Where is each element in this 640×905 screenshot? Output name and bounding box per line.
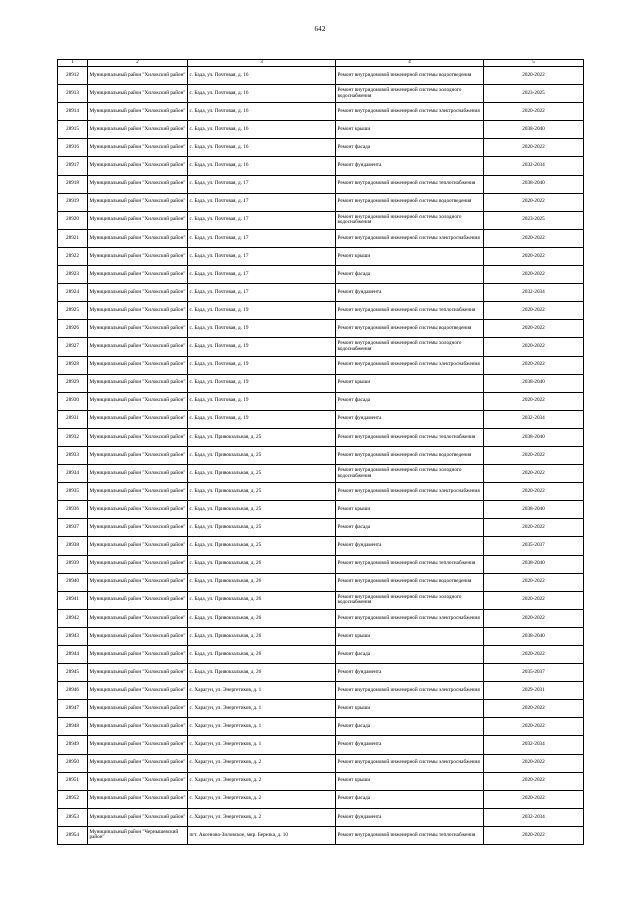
- address-cell: с. Бада, ул. Почтовая, д. 17: [188, 175, 336, 193]
- address-cell: с. Бада, ул. Почтовая, д. 17: [188, 247, 336, 265]
- row-number: 28943: [58, 627, 88, 645]
- period-cell: 2035-2037: [484, 664, 584, 682]
- table-row: [58, 790, 584, 808]
- work-type-cell: Ремонт крыши: [336, 627, 484, 645]
- district-cell: Муниципальный район "Хилокский район": [88, 175, 188, 193]
- period-cell: 2032-2034: [484, 410, 584, 428]
- row-number: 28940: [58, 573, 88, 591]
- table-row: [58, 591, 584, 609]
- row-number: 28915: [58, 121, 88, 139]
- work-type-cell: Ремонт фасада: [336, 790, 484, 808]
- period-cell: 2032-2034: [484, 284, 584, 302]
- row-number: 28924: [58, 284, 88, 302]
- row-number: 28936: [58, 501, 88, 519]
- district-cell: Муниципальный район "Хилокский район": [88, 591, 188, 609]
- row-number: 28928: [58, 356, 88, 374]
- district-cell: Муниципальный район "Хилокский район": [88, 446, 188, 464]
- period-cell: 2023-2025: [484, 85, 584, 103]
- district-cell: Муниципальный район "Хилокский район": [88, 483, 188, 501]
- table-row: [58, 573, 584, 591]
- page-number: 642: [314, 25, 326, 33]
- period-cell: 2020-2022: [484, 320, 584, 338]
- row-number: 28931: [58, 410, 88, 428]
- row-number: 28949: [58, 736, 88, 754]
- address-cell: с. Бада, ул. Привокзальная, д. 26: [188, 627, 336, 645]
- address-cell: с. Бада, ул. Привокзальная, д. 26: [188, 646, 336, 664]
- district-cell: Муниципальный район "Хилокский район": [88, 356, 188, 374]
- row-number: 28929: [58, 374, 88, 392]
- work-type-cell: Ремонт внутридомовой инженерной системы теплоснабжения: [336, 175, 484, 193]
- period-cell: 2020-2022: [484, 790, 584, 808]
- period-cell: 2020-2022: [484, 139, 584, 157]
- work-type-cell: Ремонт фасада: [336, 718, 484, 736]
- row-number: 28946: [58, 682, 88, 700]
- work-type-cell: Ремонт фундамента: [336, 664, 484, 682]
- period-cell: 2020-2022: [484, 446, 584, 464]
- table-row: [58, 338, 584, 356]
- table-row: [58, 718, 584, 736]
- address-cell: с. Харагун, ул. Энергетиков, д. 2: [188, 754, 336, 772]
- table-row: [58, 483, 584, 501]
- table-row: [58, 609, 584, 627]
- table-row: [58, 302, 584, 320]
- table-row: [58, 157, 584, 175]
- row-number: 28937: [58, 519, 88, 537]
- work-type-cell: Ремонт внутридомовой инженерной системы электроснабжения: [336, 356, 484, 374]
- row-number: 28923: [58, 266, 88, 284]
- period-cell: 2020-2022: [484, 229, 584, 247]
- address-cell: с. Бада, ул. Почтовая, д. 19: [188, 320, 336, 338]
- district-cell: Муниципальный район "Хилокский район": [88, 808, 188, 826]
- row-number: 28950: [58, 754, 88, 772]
- district-cell: Муниципальный район "Хилокский район": [88, 139, 188, 157]
- address-cell: с. Харагун, ул. Энергетиков, д. 1: [188, 736, 336, 754]
- row-number: 28944: [58, 646, 88, 664]
- work-type-cell: Ремонт внутридомовой инженерной системы водоотведения: [336, 320, 484, 338]
- table-row: [58, 356, 584, 374]
- district-cell: Муниципальный район "Хилокский район": [88, 320, 188, 338]
- address-cell: с. Бада, ул. Почтовая, д. 16: [188, 121, 336, 139]
- address-cell: с. Харагун, ул. Энергетиков, д. 1: [188, 682, 336, 700]
- table-row: [58, 537, 584, 555]
- district-cell: Муниципальный район "Хилокский район": [88, 555, 188, 573]
- address-cell: с. Бада, ул. Почтовая, д. 16: [188, 103, 336, 121]
- work-type-cell: Ремонт фасада: [336, 392, 484, 410]
- address-cell: с. Бада, ул. Почтовая, д. 17: [188, 284, 336, 302]
- work-type-cell: Ремонт внутридомовой инженерной системы водоотведения: [336, 67, 484, 85]
- address-cell: пгт. Аксеново-Зиловское, мкр. Березка, д. 10: [188, 826, 336, 844]
- work-type-cell: Ремонт внутридомовой инженерной системы холодного водоснабжения: [336, 465, 484, 483]
- table-row: [58, 627, 584, 645]
- district-cell: Муниципальный район "Хилокский район": [88, 609, 188, 627]
- address-cell: с. Бада, ул. Почтовая, д. 19: [188, 338, 336, 356]
- table-row: [58, 808, 584, 826]
- work-type-cell: Ремонт внутридомовой инженерной системы электроснабжения: [336, 103, 484, 121]
- table-row: [58, 646, 584, 664]
- work-type-cell: Ремонт внутридомовой инженерной системы холодного водоснабжения: [336, 591, 484, 609]
- work-type-cell: Ремонт внутридомовой инженерной системы холодного водоснабжения: [336, 85, 484, 103]
- table-row: [58, 85, 584, 103]
- work-type-cell: Ремонт внутридомовой инженерной системы водоотведения: [336, 193, 484, 211]
- district-cell: Муниципальный район "Хилокский район": [88, 67, 188, 85]
- period-cell: 2038-2040: [484, 121, 584, 139]
- address-cell: с. Бада, ул. Привокзальная, д. 25: [188, 465, 336, 483]
- period-cell: 2020-2022: [484, 718, 584, 736]
- table-row: [58, 736, 584, 754]
- address-cell: с. Бада, ул. Привокзальная, д. 25: [188, 446, 336, 464]
- address-cell: с. Бада, ул. Привокзальная, д. 26: [188, 555, 336, 573]
- row-number: 28912: [58, 67, 88, 85]
- table-row: [58, 175, 584, 193]
- period-cell: 2020-2022: [484, 573, 584, 591]
- row-number: 28922: [58, 247, 88, 265]
- district-cell: Муниципальный район "Чернышевский район": [88, 826, 188, 844]
- period-cell: 2032-2034: [484, 736, 584, 754]
- column-number-4: 4: [336, 60, 484, 67]
- work-type-cell: Ремонт фундамента: [336, 736, 484, 754]
- row-number: 28939: [58, 555, 88, 573]
- address-cell: с. Бада, ул. Почтовая, д. 16: [188, 85, 336, 103]
- period-cell: 2020-2022: [484, 356, 584, 374]
- row-number: 28954: [58, 826, 88, 844]
- table-row: [58, 772, 584, 790]
- period-cell: 2038-2040: [484, 175, 584, 193]
- row-number: 28917: [58, 157, 88, 175]
- row-number: 28914: [58, 103, 88, 121]
- district-cell: Муниципальный район "Хилокский район": [88, 573, 188, 591]
- district-cell: Муниципальный район "Хилокский район": [88, 428, 188, 446]
- district-cell: Муниципальный район "Хилокский район": [88, 718, 188, 736]
- work-type-cell: Ремонт фундамента: [336, 157, 484, 175]
- address-cell: с. Бада, ул. Почтовая, д. 19: [188, 374, 336, 392]
- row-number: 28938: [58, 537, 88, 555]
- work-type-cell: Ремонт внутридомовой инженерной системы холодного водоснабжения: [336, 211, 484, 229]
- row-number: 28941: [58, 591, 88, 609]
- column-number-3: 3: [188, 60, 336, 67]
- district-cell: Муниципальный район "Хилокский район": [88, 410, 188, 428]
- address-cell: с. Бада, ул. Почтовая, д. 17: [188, 211, 336, 229]
- district-cell: Муниципальный район "Хилокский район": [88, 519, 188, 537]
- address-cell: с. Бада, ул. Почтовая, д. 17: [188, 229, 336, 247]
- period-cell: 2020-2022: [484, 302, 584, 320]
- table-row: [58, 121, 584, 139]
- work-type-cell: Ремонт внутридомовой инженерной системы теплоснабжения: [336, 826, 484, 844]
- work-type-cell: Ремонт крыши: [336, 501, 484, 519]
- work-type-cell: Ремонт внутридомовой инженерной системы электроснабжения: [336, 483, 484, 501]
- period-cell: 2020-2022: [484, 67, 584, 85]
- address-cell: с. Бада, ул. Привокзальная, д. 26: [188, 664, 336, 682]
- district-cell: Муниципальный район "Хилокский район": [88, 247, 188, 265]
- table-row: [58, 139, 584, 157]
- district-cell: Муниципальный район "Хилокский район": [88, 157, 188, 175]
- address-cell: с. Харагун, ул. Энергетиков, д. 2: [188, 808, 336, 826]
- table-row: [58, 103, 584, 121]
- district-cell: Муниципальный район "Хилокский район": [88, 85, 188, 103]
- row-number: 28920: [58, 211, 88, 229]
- work-type-cell: Ремонт внутридомовой инженерной системы водоотведения: [336, 446, 484, 464]
- table-row: [58, 211, 584, 229]
- table-row: [58, 67, 584, 85]
- work-type-cell: Ремонт фундамента: [336, 410, 484, 428]
- period-cell: 2020-2022: [484, 826, 584, 844]
- table-body: [58, 67, 584, 845]
- district-cell: Муниципальный район "Хилокский район": [88, 229, 188, 247]
- table-row: [58, 754, 584, 772]
- row-number: 28951: [58, 772, 88, 790]
- work-type-cell: Ремонт крыши: [336, 772, 484, 790]
- row-number: 28945: [58, 664, 88, 682]
- column-number-5: 5: [484, 60, 584, 67]
- address-cell: с. Харагун, ул. Энергетиков, д. 1: [188, 718, 336, 736]
- row-number: 28930: [58, 392, 88, 410]
- work-type-cell: Ремонт фундамента: [336, 284, 484, 302]
- district-cell: Муниципальный район "Хилокский район": [88, 682, 188, 700]
- table-row: [58, 682, 584, 700]
- period-cell: 2020-2022: [484, 247, 584, 265]
- work-type-cell: Ремонт внутридомовой инженерной системы электроснабжения: [336, 609, 484, 627]
- address-cell: с. Бада, ул. Почтовая, д. 17: [188, 266, 336, 284]
- row-number: 28916: [58, 139, 88, 157]
- work-type-cell: Ремонт фундамента: [336, 808, 484, 826]
- address-cell: с. Бада, ул. Привокзальная, д. 26: [188, 573, 336, 591]
- row-number: 28927: [58, 338, 88, 356]
- district-cell: Муниципальный район "Хилокский район": [88, 302, 188, 320]
- district-cell: Муниципальный район "Хилокский район": [88, 537, 188, 555]
- district-cell: Муниципальный район "Хилокский район": [88, 754, 188, 772]
- row-number: 28918: [58, 175, 88, 193]
- district-cell: Муниципальный район "Хилокский район": [88, 646, 188, 664]
- address-cell: с. Бада, ул. Привокзальная, д. 26: [188, 609, 336, 627]
- period-cell: 2020-2022: [484, 772, 584, 790]
- address-cell: с. Харагун, ул. Энергетиков, д. 2: [188, 772, 336, 790]
- period-cell: 2038-2040: [484, 555, 584, 573]
- address-cell: с. Бада, ул. Почтовая, д. 19: [188, 392, 336, 410]
- district-cell: Муниципальный район "Хилокский район": [88, 736, 188, 754]
- address-cell: с. Бада, ул. Почтовая, д. 19: [188, 356, 336, 374]
- row-number: 28926: [58, 320, 88, 338]
- period-cell: 2020-2022: [484, 591, 584, 609]
- address-cell: с. Бада, ул. Привокзальная, д. 25: [188, 428, 336, 446]
- table-row: [58, 284, 584, 302]
- work-type-cell: Ремонт внутридомовой инженерной системы электроснабжения: [336, 754, 484, 772]
- table-row: [58, 392, 584, 410]
- work-type-cell: Ремонт внутридомовой инженерной системы водоотведения: [336, 573, 484, 591]
- period-cell: 2029-2031: [484, 682, 584, 700]
- table-row: [58, 266, 584, 284]
- district-cell: Муниципальный район "Хилокский район": [88, 465, 188, 483]
- address-cell: с. Харагун, ул. Энергетиков, д. 2: [188, 790, 336, 808]
- row-number: 28947: [58, 700, 88, 718]
- address-cell: с. Бада, ул. Почтовая, д. 17: [188, 193, 336, 211]
- table-row: [58, 446, 584, 464]
- row-number: 28921: [58, 229, 88, 247]
- table-row: [58, 229, 584, 247]
- address-cell: с. Бада, ул. Почтовая, д. 19: [188, 302, 336, 320]
- district-cell: Муниципальный район "Хилокский район": [88, 193, 188, 211]
- work-type-cell: Ремонт внутридомовой инженерной системы холодного водоснабжения: [336, 338, 484, 356]
- period-cell: 2023-2025: [484, 211, 584, 229]
- row-number: 28919: [58, 193, 88, 211]
- table-row: [58, 428, 584, 446]
- address-cell: с. Бада, ул. Почтовая, д. 16: [188, 67, 336, 85]
- address-cell: с. Бада, ул. Привокзальная, д. 25: [188, 501, 336, 519]
- district-cell: Муниципальный район "Хилокский район": [88, 103, 188, 121]
- address-cell: с. Бада, ул. Почтовая, д. 16: [188, 139, 336, 157]
- period-cell: 2020-2022: [484, 646, 584, 664]
- district-cell: Муниципальный район "Хилокский район": [88, 374, 188, 392]
- table-row: [58, 519, 584, 537]
- work-type-cell: Ремонт внутридомовой инженерной системы электроснабжения: [336, 682, 484, 700]
- work-type-cell: Ремонт внутридомовой инженерной системы теплоснабжения: [336, 302, 484, 320]
- table-row: [58, 555, 584, 573]
- district-cell: Муниципальный район "Хилокский район": [88, 284, 188, 302]
- period-cell: 2020-2022: [484, 465, 584, 483]
- district-cell: Муниципальный район "Хилокский район": [88, 790, 188, 808]
- period-cell: 2020-2022: [484, 103, 584, 121]
- district-cell: Муниципальный район "Хилокский район": [88, 501, 188, 519]
- period-cell: 2020-2022: [484, 519, 584, 537]
- work-type-cell: Ремонт внутридомовой инженерной системы теплоснабжения: [336, 428, 484, 446]
- period-cell: 2032-2034: [484, 157, 584, 175]
- work-type-cell: Ремонт фасада: [336, 519, 484, 537]
- period-cell: 2038-2040: [484, 627, 584, 645]
- period-cell: 2035-2037: [484, 537, 584, 555]
- work-type-cell: Ремонт крыши: [336, 247, 484, 265]
- period-cell: 2020-2022: [484, 392, 584, 410]
- period-cell: 2020-2022: [484, 266, 584, 284]
- address-cell: с. Бада, ул. Привокзальная, д. 25: [188, 537, 336, 555]
- table-row: [58, 700, 584, 718]
- period-cell: 2038-2040: [484, 501, 584, 519]
- period-cell: 2020-2022: [484, 700, 584, 718]
- row-number: 28935: [58, 483, 88, 501]
- district-cell: Муниципальный район "Хилокский район": [88, 392, 188, 410]
- table-row: [58, 374, 584, 392]
- work-type-cell: Ремонт крыши: [336, 374, 484, 392]
- address-cell: с. Бада, ул. Почтовая, д. 19: [188, 410, 336, 428]
- work-type-cell: Ремонт крыши: [336, 121, 484, 139]
- work-type-cell: Ремонт фасада: [336, 646, 484, 664]
- row-number: 28933: [58, 446, 88, 464]
- column-number-2: 2: [88, 60, 188, 67]
- address-cell: с. Харагун, ул. Энергетиков, д. 1: [188, 700, 336, 718]
- address-cell: с. Бада, ул. Привокзальная, д. 25: [188, 483, 336, 501]
- district-cell: Муниципальный район "Хилокский район": [88, 121, 188, 139]
- district-cell: Муниципальный район "Хилокский район": [88, 266, 188, 284]
- work-type-cell: Ремонт внутридомовой инженерной системы теплоснабжения: [336, 555, 484, 573]
- period-cell: 2020-2022: [484, 483, 584, 501]
- address-cell: с. Бада, ул. Привокзальная, д. 25: [188, 519, 336, 537]
- row-number: 28948: [58, 718, 88, 736]
- work-type-cell: Ремонт фасада: [336, 139, 484, 157]
- address-cell: с. Бада, ул. Привокзальная, д. 26: [188, 591, 336, 609]
- table-row: [58, 247, 584, 265]
- row-number: 28925: [58, 302, 88, 320]
- table-row: [58, 664, 584, 682]
- district-cell: Муниципальный район "Хилокский район": [88, 211, 188, 229]
- district-cell: Муниципальный район "Хилокский район": [88, 627, 188, 645]
- row-number: 28942: [58, 609, 88, 627]
- period-cell: 2020-2022: [484, 754, 584, 772]
- address-cell: с. Бада, ул. Почтовая, д. 16: [188, 157, 336, 175]
- table-row: [58, 193, 584, 211]
- period-cell: 2020-2022: [484, 609, 584, 627]
- district-cell: Муниципальный район "Хилокский район": [88, 664, 188, 682]
- work-type-cell: Ремонт фундамента: [336, 537, 484, 555]
- period-cell: 2020-2022: [484, 338, 584, 356]
- work-type-cell: Ремонт внутридомовой инженерной системы электроснабжения: [336, 229, 484, 247]
- district-cell: Муниципальный район "Хилокский район": [88, 700, 188, 718]
- row-number: 28913: [58, 85, 88, 103]
- table-row: [58, 410, 584, 428]
- period-cell: 2020-2022: [484, 193, 584, 211]
- row-number: 28932: [58, 428, 88, 446]
- district-cell: Муниципальный район "Хилокский район": [88, 338, 188, 356]
- table-row: [58, 320, 584, 338]
- period-cell: 2038-2040: [484, 428, 584, 446]
- table-header-row: [58, 60, 584, 67]
- work-type-cell: Ремонт крыши: [336, 700, 484, 718]
- table-row: [58, 501, 584, 519]
- period-cell: 2032-2034: [484, 808, 584, 826]
- registry-table: [57, 59, 584, 845]
- table-row: [58, 826, 584, 844]
- column-number-1: 1: [58, 60, 88, 67]
- work-type-cell: Ремонт фасада: [336, 266, 484, 284]
- row-number: 28952: [58, 790, 88, 808]
- row-number: 28953: [58, 808, 88, 826]
- period-cell: 2038-2040: [484, 374, 584, 392]
- table-row: [58, 465, 584, 483]
- row-number: 28934: [58, 465, 88, 483]
- district-cell: Муниципальный район "Хилокский район": [88, 772, 188, 790]
